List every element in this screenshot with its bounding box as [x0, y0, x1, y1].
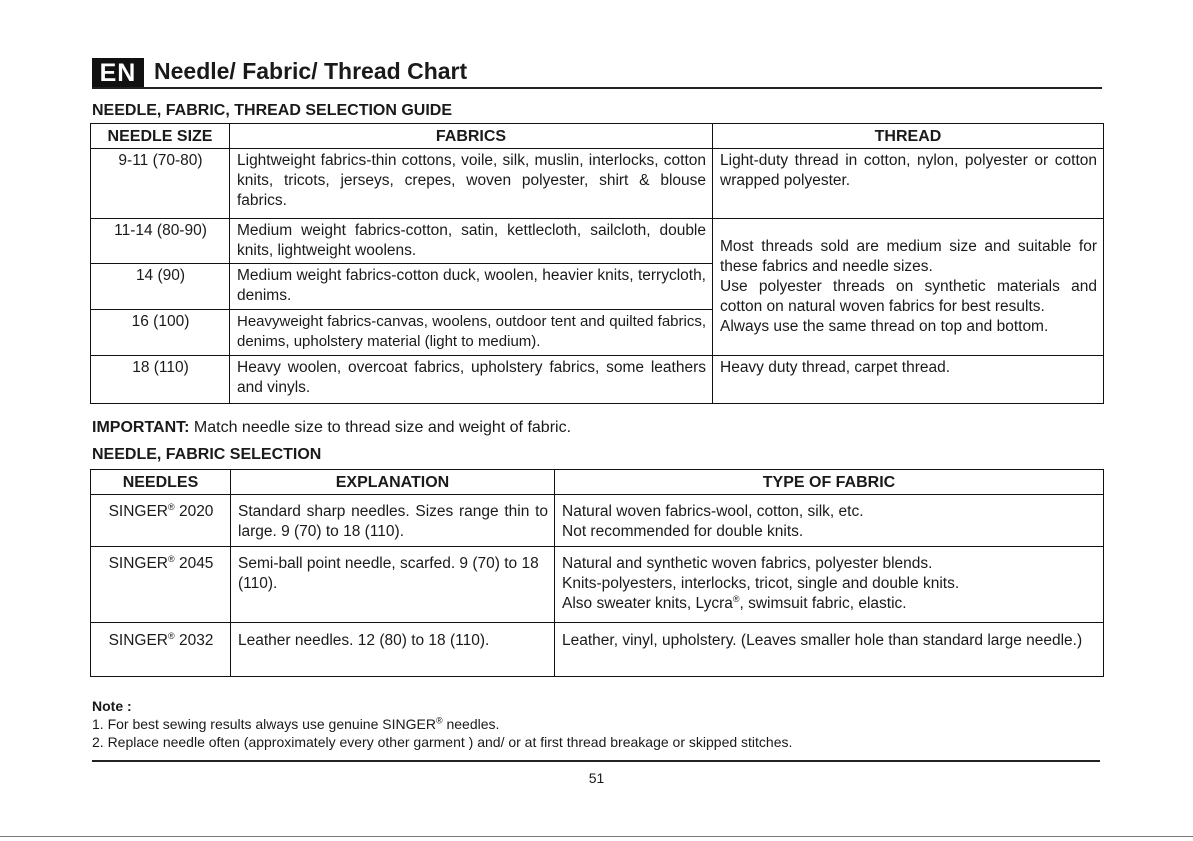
- explanation-cell: Semi-ball point needle, scarfed. 9 (70) to 18 (110).: [231, 547, 555, 623]
- thread-medium-line-3: Always use the same thread on top and bottom.: [720, 318, 1049, 335]
- note-line-1: [92, 715, 792, 733]
- page-title: Needle/ Fabric/ Thread Chart: [154, 58, 468, 84]
- column-header-type-of-fabric: TYPE OF FABRIC: [555, 470, 1104, 495]
- needle-fabric-selection-table: [90, 469, 1104, 677]
- needle-model: 2032: [174, 632, 214, 649]
- guide-heading: NEEDLE, FABRIC, THREAD SELECTION GUIDE: [92, 102, 453, 119]
- needle-cell: [91, 623, 231, 677]
- registered-mark: ®: [168, 553, 175, 564]
- language-badge: EN: [92, 58, 144, 88]
- table-row: [91, 547, 1104, 623]
- registered-mark: ®: [168, 630, 175, 641]
- column-header-thread: THREAD: [713, 124, 1104, 149]
- header-rule: [92, 87, 1102, 89]
- fabric-type-cell: [555, 547, 1104, 623]
- needle-cell: [91, 547, 231, 623]
- explanation-cell: Leather needles. 12 (80) to 18 (110).: [231, 623, 555, 677]
- registered-mark: ®: [168, 501, 175, 512]
- note-line-2: 2. Replace needle often (approximately every other garment ) and/ or at first thread breakage or skipped stitches.: [92, 734, 793, 750]
- needle-size-cell: 11-14 (80-90): [91, 219, 230, 264]
- important-label: IMPORTANT:: [92, 419, 190, 436]
- table-header-row: [91, 470, 1104, 495]
- fabric-line: Knits-polyesters, interlocks, tricot, single and double knits.: [562, 575, 960, 592]
- fabric-line: Natural woven fabrics-wool, cotton, silk, etc.: [562, 503, 864, 520]
- selection-guide-table: [90, 123, 1104, 404]
- column-header-needle-size: NEEDLE SIZE: [91, 124, 230, 149]
- selection-heading: NEEDLE, FABRIC SELECTION: [92, 446, 322, 463]
- needle-cell: [91, 495, 231, 547]
- explanation-cell: Standard sharp needles. Sizes range thin to large. 9 (70) to 18 (110).: [231, 495, 555, 547]
- thread-medium-line-1: Most threads sold are medium size and suitable for these fabrics and needle sizes.: [720, 238, 1097, 275]
- note-text: 1. For best sewing results always use genuine SINGER: [92, 716, 436, 732]
- page-header: [92, 56, 1102, 90]
- thread-cell: Heavy duty thread, carpet thread.: [713, 356, 1104, 404]
- needle-brand: SINGER: [108, 632, 168, 649]
- note-text: needles.: [442, 716, 500, 732]
- fabric-line: Natural and synthetic woven fabrics, polyester blends.: [562, 555, 933, 572]
- table-row: [91, 149, 1104, 219]
- fabrics-cell: Heavyweight fabrics-canvas, woolens, outdoor tent and quilted fabrics, denims, upholstery material (light to medium).: [230, 310, 713, 356]
- needle-model: 2020: [174, 503, 214, 520]
- thread-cell: Light-duty thread in cotton, nylon, polyester or cotton wrapped polyester.: [713, 149, 1104, 219]
- column-header-needles: NEEDLES: [91, 470, 231, 495]
- table-row: [91, 219, 1104, 264]
- page-bottom-edge: [0, 836, 1193, 837]
- needle-size-cell: 18 (110): [91, 356, 230, 404]
- needle-brand: SINGER: [108, 503, 168, 520]
- footer-rule: [92, 760, 1100, 762]
- needle-size-cell: 16 (100): [91, 310, 230, 356]
- table-row: [91, 623, 1104, 677]
- registered-mark: ®: [435, 715, 443, 726]
- fabric-line: Not recommended for double knits.: [562, 523, 804, 540]
- fabric-type-cell: [555, 495, 1104, 547]
- page-number: 51: [588, 770, 605, 786]
- important-note: [92, 418, 571, 438]
- notes-heading: Note :: [92, 698, 132, 714]
- fabric-text: , swimsuit fabric, elastic.: [739, 595, 907, 612]
- important-text: Match needle size to thread size and weight of fabric.: [189, 419, 572, 436]
- table-row: [91, 495, 1104, 547]
- registered-mark: ®: [732, 593, 740, 604]
- fabrics-cell: Heavy woolen, overcoat fabrics, upholstery fabrics, some leathers and vinyls.: [230, 356, 713, 404]
- needle-size-cell: 14 (90): [91, 264, 230, 310]
- fabric-type-cell: Leather, vinyl, upholstery. (Leaves smaller hole than standard large needle.): [555, 623, 1104, 677]
- table-header-row: [91, 124, 1104, 149]
- fabric-text: Also sweater knits, Lycra: [562, 595, 733, 612]
- column-header-fabrics: FABRICS: [230, 124, 713, 149]
- needle-model: 2045: [174, 555, 214, 572]
- column-header-explanation: EXPLANATION: [231, 470, 555, 495]
- fabrics-cell: Lightweight fabrics-thin cottons, voile, silk, muslin, interlocks, cotton knits, tricots, jerseys, crepes, woven polyester, shirt & blouse fabrics.: [230, 149, 713, 219]
- needle-brand: SINGER: [108, 555, 168, 572]
- table-row: [91, 356, 1104, 404]
- fabric-line: [562, 594, 1097, 614]
- fabrics-cell: Medium weight fabrics-cotton duck, woolen, heavier knits, terrycloth, denims.: [230, 264, 713, 310]
- thread-cell-medium: [713, 219, 1104, 356]
- thread-medium-line-2: Use polyester threads on synthetic materials and cotton on natural woven fabrics for best results.: [720, 278, 1097, 315]
- fabrics-cell: Medium weight fabrics-cotton, satin, kettlecloth, sailcloth, double knits, lightweight woolens.: [230, 219, 713, 264]
- notes-section: [92, 697, 792, 751]
- needle-size-cell: 9-11 (70-80): [91, 149, 230, 219]
